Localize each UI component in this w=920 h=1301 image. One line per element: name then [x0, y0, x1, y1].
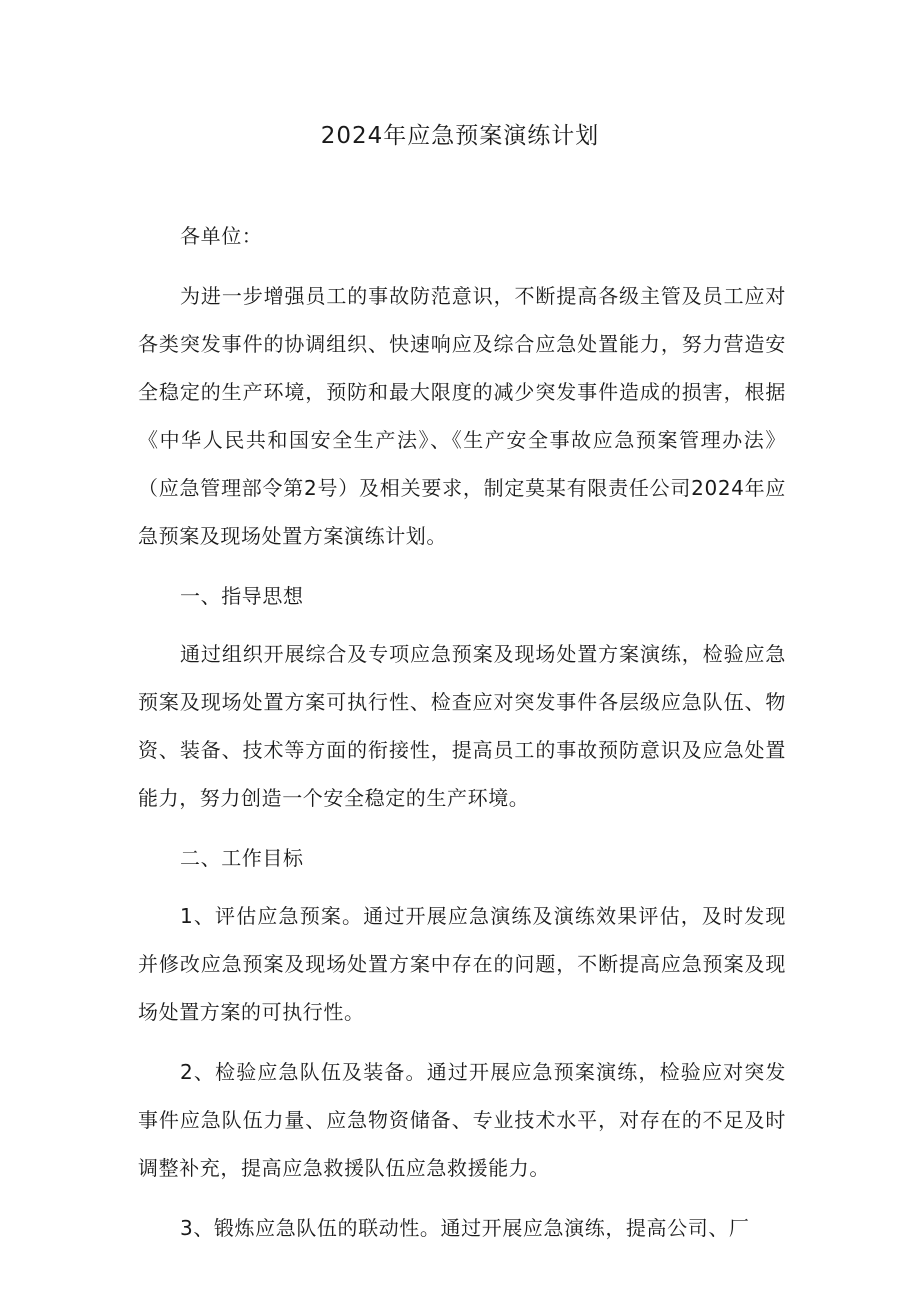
goal-item-3: 3、锻炼应急队伍的联动性。通过开展应急演练，提高公司、厂	[180, 1216, 750, 1240]
guiding-ideology-paragraph: 通过组织开展综合及专项应急预案及现场处置方案演练，检验应急预案及现场处置方案可执行性、检查应对突发事件各层级应急队伍、物资、装备、技术等方面的衔接性，提高员工的事故预防意识及应急处置能力，努力创造一个安全稳定的生产环境。	[138, 642, 786, 810]
section-heading-guiding-ideology: 一、指导思想	[180, 584, 304, 608]
document-title: 2024年应急预案演练计划	[320, 123, 600, 149]
goal-item-2: 2、检验应急队伍及装备。通过开展应急预案演练，检验应对突发事件应急队伍力量、应急物资储备、专业技术水平，对存在的不足及时调整补充，提高应急救援队伍应急救援能力。	[138, 1060, 786, 1180]
section-heading-work-goals: 二、工作目标	[180, 846, 304, 870]
salutation: 各单位：	[180, 224, 263, 248]
document-body	[138, 212, 786, 1264]
intro-paragraph: 为进一步增强员工的事故防范意识，不断提高各级主管及员工应对各类突发事件的协调组织、快速响应及综合应急处置能力，努力营造安全稳定的生产环境，预防和最大限度的减少突发事件造成的损害，根据《中华人民共和国安全生产法》、《生产安全事故应急预案管理办法》（应急管理部令第2号）及相关要求，制定莫某有限责任公司2024年应急预案及现场处置方案演练计划。	[138, 284, 786, 548]
goal-item-1: 1、评估应急预案。通过开展应急演练及演练效果评估，及时发现并修改应急预案及现场处置方案中存在的问题，不断提高应急预案及现场处置方案的可执行性。	[138, 904, 786, 1024]
